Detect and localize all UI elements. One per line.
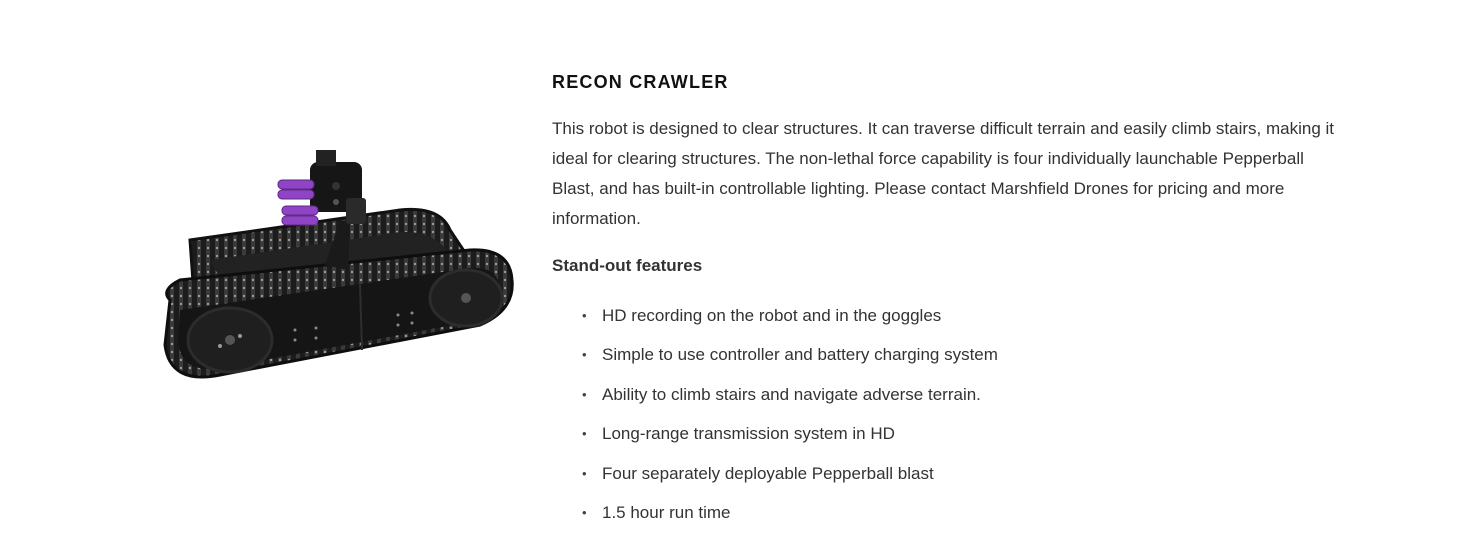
robot-illustration [150,140,520,410]
product-description: This robot is designed to clear structures. It can traverse difficult terrain and easily climb stairs, making it ideal for clearing structures. The non-lethal force capability is four individually launchable Pepperball Blast, and has built-in controllable lighting. Please contact Marshfield Drones for pricing and more information. [552,119,1335,228]
feature-item: • Long-range transmission system in HD [582,422,1352,446]
feature-item: • Four separately deployable Pepperball blast [582,462,1352,486]
product-image [150,140,520,410]
feature-item: • 1.5 hour run time [582,501,1352,525]
product-title: RECON CRAWLER [552,72,729,92]
product-content [552,70,1352,540]
features-heading: Stand-out features [552,256,703,275]
feature-item: • Simple to use controller and battery charging system [582,343,1352,367]
feature-item: • HD recording on the robot and in the goggles [582,304,1352,328]
feature-list [552,304,1352,525]
feature-item: • Ability to climb stairs and navigate adverse terrain. [582,383,1352,407]
